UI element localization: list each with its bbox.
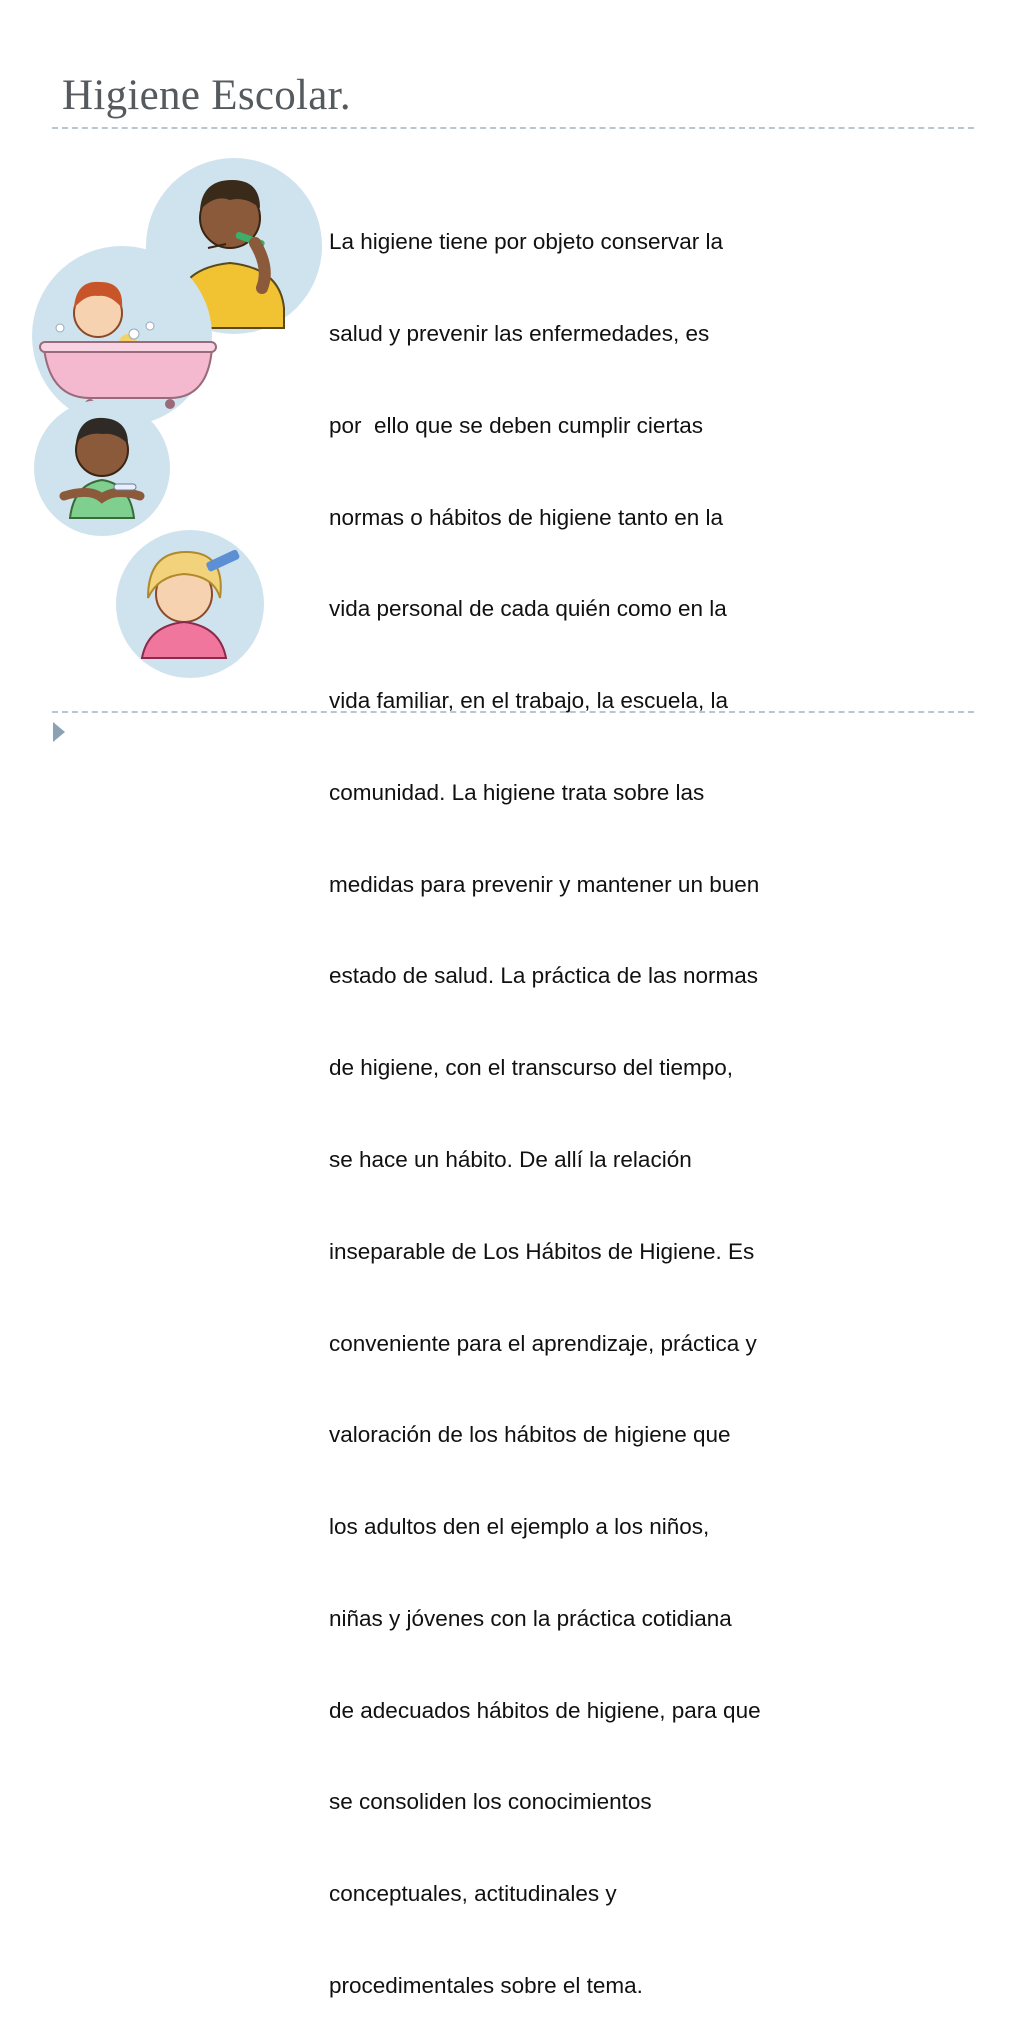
child-washing-hands: [34, 400, 170, 536]
body-line: de higiene, con el transcurso del tiempo,: [329, 1055, 733, 1081]
body-line: vida personal de cada quién como en la: [329, 596, 727, 622]
body-line: estado de salud. La práctica de las normas: [329, 963, 759, 989]
body-line: medidas para prevenir y mantener un buen: [329, 871, 760, 897]
body-line: procedimentales sobre el tema.: [329, 1973, 643, 1999]
body-line: salud y prevenir las enfermedades, es: [329, 320, 710, 346]
girl-combing-hair: [116, 530, 264, 678]
body-line: los adultos den el ejemplo a los niños,: [329, 1514, 710, 1540]
body-line: se consoliden los conocimientos: [329, 1789, 652, 1815]
slide-title: Higiene Escolar.: [62, 72, 351, 119]
body-line: por ello que se deben cumplir ciertas: [329, 412, 703, 438]
title-divider: [52, 127, 974, 129]
body-line: comunidad. La higiene trata sobre las: [329, 779, 705, 805]
body-line: inseparable de Los Hábitos de Higiene. Es: [329, 1238, 755, 1264]
body-line: de adecuados hábitos de higiene, para que: [329, 1697, 761, 1723]
triangle-right-icon[interactable]: [53, 722, 65, 742]
body-line: conveniente para el aprendizaje, práctica y: [329, 1330, 757, 1356]
body-line: se hace un hábito. De allí la relación: [329, 1147, 692, 1172]
body-line: La higiene tiene por objeto conservar la: [329, 229, 724, 255]
footer-divider: [52, 711, 974, 713]
hygiene-illustration: [30, 158, 310, 683]
body-line: vida familiar, en el trabajo, la escuela, la: [329, 688, 728, 714]
body-text: [329, 166, 829, 2032]
body-line: valoración de los hábitos de higiene que: [329, 1422, 731, 1448]
body-line: niñas y jóvenes con la práctica cotidiana: [329, 1605, 732, 1631]
body-line: conceptuales, actitudinales y: [329, 1881, 617, 1907]
body-line: normas o hábitos de higiene tanto en la: [329, 504, 724, 530]
